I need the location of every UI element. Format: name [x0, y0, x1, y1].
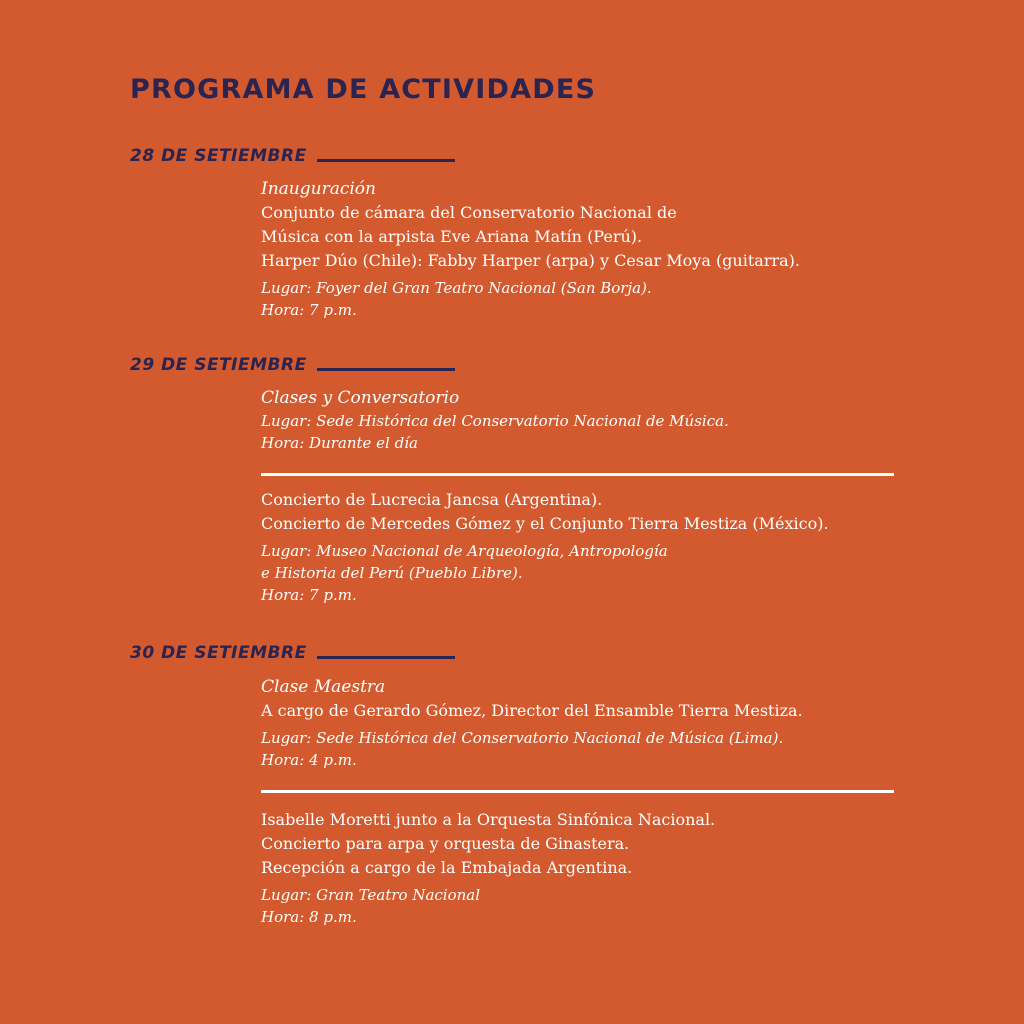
event-conciertos-29	[261, 488, 901, 606]
event-line: Concierto de Mercedes Gómez y el Conjunto Tierra Mestiza (México).	[261, 514, 829, 533]
event-location: Lugar: Sede Histórica del Conservatorio Nacional de Música.	[261, 412, 729, 430]
event-time: Hora: 7 p.m.	[261, 586, 357, 604]
event-time: Hora: 4 p.m.	[261, 751, 357, 769]
date-heading-30	[130, 643, 455, 663]
event-line: Harper Dúo (Chile): Fabby Harper (arpa) y Cesar Moya (guitarra).	[261, 251, 800, 270]
event-line: Música con la arpista Eve Ariana Matín (Perú).	[261, 227, 643, 246]
date-label: 29 DE SETIEMBRE	[130, 355, 307, 375]
event-title: Clases y Conversatorio	[261, 388, 460, 408]
event-line: Conjunto de cámara del Conservatorio Nacional de	[261, 203, 677, 222]
event-location: e Historia del Perú (Pueblo Libre).	[261, 564, 523, 582]
event-moretti	[261, 808, 901, 928]
event-clases-conversatorio	[261, 386, 901, 454]
event-title: Inauguración	[261, 179, 376, 199]
event-line: Recepción a cargo de la Embajada Argentina.	[261, 858, 633, 877]
event-line: A cargo de Gerardo Gómez, Director del Ensamble Tierra Mestiza.	[261, 701, 803, 720]
event-title: Clase Maestra	[261, 677, 386, 697]
event-time: Hora: 8 p.m.	[261, 908, 357, 926]
date-underline	[317, 368, 455, 371]
event-location: Lugar: Foyer del Gran Teatro Nacional (San Borja).	[261, 279, 652, 297]
date-heading-29	[130, 355, 455, 375]
event-clase-maestra	[261, 675, 901, 771]
event-inauguracion	[261, 177, 901, 321]
event-line: Isabelle Moretti junto a la Orquesta Sinfónica Nacional.	[261, 810, 716, 829]
date-underline	[317, 159, 455, 162]
event-divider	[261, 473, 894, 476]
event-divider	[261, 790, 894, 793]
date-label: 30 DE SETIEMBRE	[130, 643, 307, 663]
event-line: Concierto de Lucrecia Jancsa (Argentina).	[261, 490, 603, 509]
event-time: Hora: Durante el día	[261, 434, 418, 452]
date-heading-28	[130, 146, 455, 166]
date-underline	[317, 656, 455, 659]
event-location: Lugar: Gran Teatro Nacional	[261, 886, 481, 904]
event-location: Lugar: Sede Histórica del Conservatorio Nacional de Música (Lima).	[261, 729, 784, 747]
date-label: 28 DE SETIEMBRE	[130, 146, 307, 166]
event-location: Lugar: Museo Nacional de Arqueología, Antropología	[261, 542, 668, 560]
event-line: Concierto para arpa y orquesta de Ginastera.	[261, 834, 630, 853]
page-title: PROGRAMA DE ACTIVIDADES	[130, 74, 597, 105]
event-time: Hora: 7 p.m.	[261, 301, 357, 319]
